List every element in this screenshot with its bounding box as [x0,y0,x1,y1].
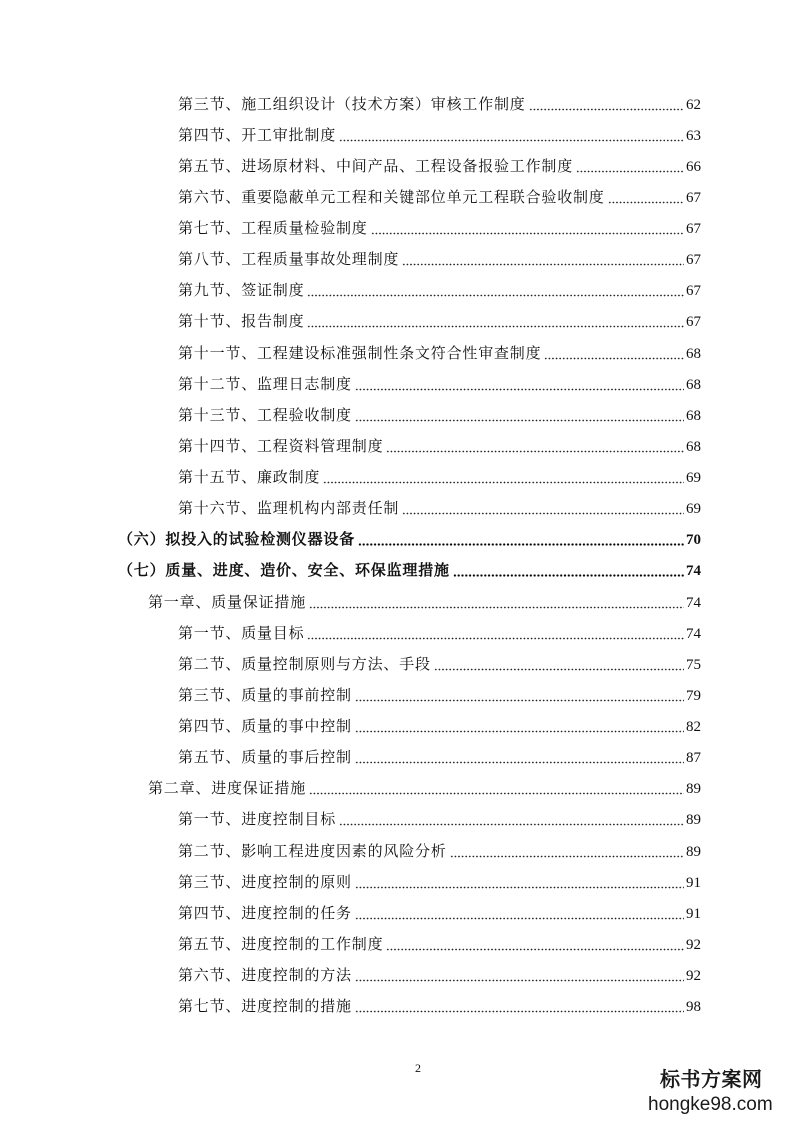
toc-entry [0,867,701,898]
dot-leader [339,823,684,826]
dot-leader [355,388,684,391]
toc-entry [0,618,701,649]
toc-entry-label: 第四节、开工审批制度 [178,127,337,144]
toc-entry-page: 69 [686,470,701,487]
toc-entry-page: 67 [686,314,701,331]
toc-entry-label: 第二节、质量控制原则与方法、手段 [178,656,431,673]
toc-entry-label: 第九节、签证制度 [178,283,305,300]
toc-chapter-page: 89 [686,781,701,798]
toc-entry-label: 第三节、施工组织设计（技术方案）审核工作制度 [178,96,526,113]
dot-leader [355,699,684,702]
toc-section-entry [0,525,701,556]
dot-leader [307,325,684,328]
toc-entry-label: 第七节、进度控制的措施 [178,999,352,1016]
toc-entry [0,805,701,836]
watermark-url: hongke98.com [648,1094,773,1115]
toc-entry [0,836,701,867]
toc-entry-page: 92 [686,936,701,953]
toc-entry [0,463,701,494]
toc-entry-label: 第七节、工程质量检验制度 [178,221,368,238]
toc-entry [0,307,701,338]
toc-entry [0,89,701,120]
toc-entry-label: 第十六节、监理机构内部责任制 [178,501,400,518]
toc-entry-page: 63 [686,127,701,144]
toc-entry-label: 第十三节、工程验收制度 [178,407,352,424]
toc-entry [0,680,701,711]
dot-leader [307,294,684,297]
toc-entry-page: 75 [686,656,701,673]
toc-entry-page: 62 [686,96,701,113]
dot-leader [355,1010,684,1013]
toc-entry [0,929,701,960]
dot-leader [355,761,684,764]
toc-entry [0,276,701,307]
toc-entry-label: 第五节、进场原材料、中间产品、工程设备报验工作制度 [178,158,574,175]
toc-entry-label: 第五节、进度控制的工作制度 [178,936,384,953]
toc-entry [0,400,701,431]
toc-entry-label: 第四节、进度控制的任务 [178,905,352,922]
toc-entry-page: 68 [686,438,701,455]
toc-entry-label: 第十四节、工程资料管理制度 [178,438,384,455]
dot-leader [339,139,684,142]
toc-entry-page: 68 [686,376,701,393]
toc-entry-label: 第四节、质量的事中控制 [178,719,352,736]
dot-leader [386,450,684,453]
toc-entry [0,245,701,276]
toc-entry-page: 79 [686,687,701,704]
toc-chapter-entry [0,587,701,618]
dot-leader [529,108,684,111]
dot-leader [434,668,684,671]
toc-entry-label: 第六节、进度控制的方法 [178,968,352,985]
dot-leader [544,357,684,360]
toc-entry-page: 69 [686,501,701,518]
toc-chapter-entry [0,774,701,805]
toc-entry-label: 第二节、影响工程进度因素的风险分析 [178,843,447,860]
dot-leader [355,917,684,920]
toc-entry-page: 68 [686,345,701,362]
toc-entry-page: 92 [686,968,701,985]
toc-entry [0,431,701,462]
toc-entry [0,120,701,151]
dot-leader [355,886,684,889]
toc-entry-label: 第一节、进度控制目标 [178,812,337,829]
dot-leader [371,232,684,235]
toc-entry [0,182,701,213]
toc-section-page: 74 [686,563,701,580]
dot-leader [309,792,684,795]
toc-entry-page: 66 [686,158,701,175]
dot-leader [323,481,684,484]
toc-entry [0,338,701,369]
toc-entry-label: 第三节、进度控制的原则 [178,874,352,891]
toc-entry-label: 第十五节、廉政制度 [178,470,321,487]
toc-entry [0,743,701,774]
toc-entry-label: 第十二节、监理日志制度 [178,376,352,393]
toc-entry-page: 89 [686,843,701,860]
toc-entry [0,898,701,929]
toc-entry-page: 67 [686,252,701,269]
toc-entry-label: 第六节、重要隐蔽单元工程和关键部位单元工程联合验收制度 [178,189,605,206]
toc-entry-label: 第三节、质量的事前控制 [178,687,352,704]
dot-leader [450,855,684,858]
toc-entry [0,712,701,743]
toc-entry-page: 74 [686,625,701,642]
toc-entry-label: 第一节、质量目标 [178,625,305,642]
toc-section-label: （六）拟投入的试验检测仪器设备 [118,532,356,549]
toc-chapter-label: 第二章、进度保证措施 [148,781,307,798]
dot-leader [576,170,684,173]
toc-entry-page: 67 [686,189,701,206]
dot-leader [355,730,684,733]
dot-leader [355,419,684,422]
toc-chapter-page: 74 [686,594,701,611]
page-number: 2 [415,1061,421,1075]
toc-section-entry [0,556,701,587]
toc-entry-page: 89 [686,812,701,829]
dot-leader [358,543,684,546]
toc-entry-page: 98 [686,999,701,1016]
dot-leader [608,201,684,204]
dot-leader [307,637,684,640]
watermark-logo-text: 标书方案网 [660,1069,763,1091]
toc-entry [0,992,701,1023]
dot-leader [309,606,684,609]
toc-entry [0,494,701,525]
toc-entry [0,214,701,245]
toc-entry-page: 87 [686,750,701,767]
toc-entry-page: 67 [686,221,701,238]
dot-leader [386,948,684,951]
toc-entry [0,961,701,992]
toc-entry-label: 第五节、质量的事后控制 [178,750,352,767]
dot-leader [402,512,684,515]
toc-entry-page: 91 [686,874,701,891]
dot-leader [355,979,684,982]
toc-entry [0,369,701,400]
toc-entry [0,649,701,680]
toc-entry-page: 91 [686,905,701,922]
toc-entry [0,151,701,182]
table-of-contents [0,89,701,1023]
toc-entry-label: 第八节、工程质量事故处理制度 [178,252,400,269]
toc-section-label: （七）质量、进度、造价、安全、环保监理措施 [118,563,450,580]
toc-entry-page: 67 [686,283,701,300]
toc-entry-label: 第十一节、工程建设标准强制性条文符合性审查制度 [178,345,542,362]
toc-entry-page: 82 [686,719,701,736]
toc-entry-label: 第十节、报告制度 [178,314,305,331]
toc-entry-page: 68 [686,407,701,424]
dot-leader [402,263,684,266]
toc-chapter-label: 第一章、质量保证措施 [148,594,307,611]
dot-leader [453,574,684,577]
toc-section-page: 70 [686,532,701,549]
